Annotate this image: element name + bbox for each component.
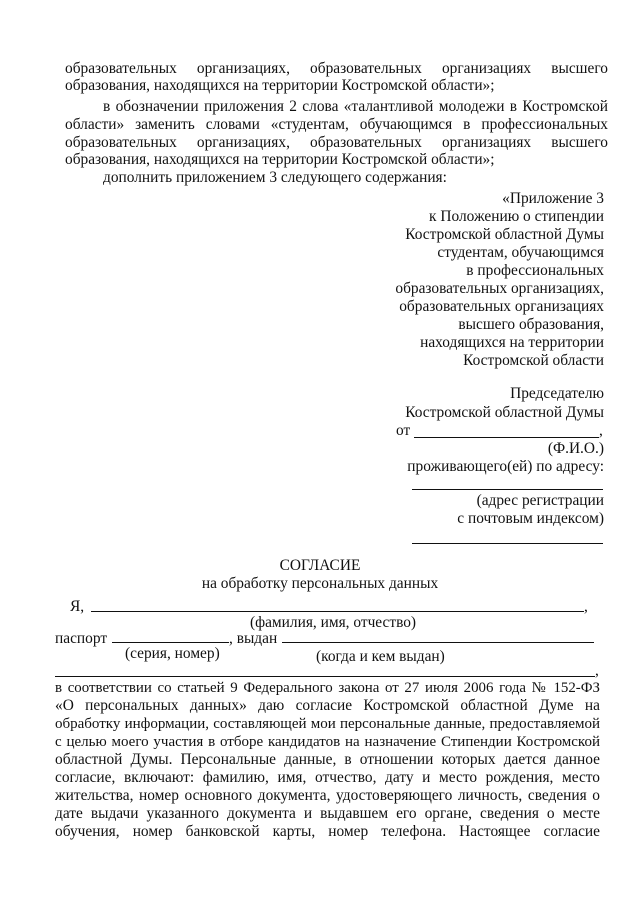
address-field[interactable] xyxy=(412,489,603,490)
body-line: дополнить приложением 3 следующего содержания: xyxy=(103,169,447,186)
document-subtitle: на обработку персональных данных xyxy=(201,575,439,592)
ya-line-end: , xyxy=(584,598,588,615)
appendix-header-line: высшего образования, xyxy=(458,316,604,333)
body-line: «О персональных данных» даю согласие Костромской областной Думе на xyxy=(55,697,600,714)
ya-label: Я, xyxy=(70,598,85,615)
body-line: образования, находящихся на территории Костромской области»; xyxy=(65,151,495,168)
body-line: образовательных организациях, образовательных организациях высшего xyxy=(65,134,608,151)
from-label: от xyxy=(396,422,411,439)
document-title: СОГЛАСИЕ xyxy=(279,557,361,574)
body-line: областной Думы. Персональные данные, в отношении которых дается данное xyxy=(55,751,600,768)
address-field-2[interactable] xyxy=(412,543,603,544)
issued-line-end: , xyxy=(595,662,599,679)
body-line: обработку информации, составляющей мои персональные данные, предоставляемой xyxy=(55,716,600,732)
residing-label: проживающего(ей) по адресу: xyxy=(407,458,604,475)
body-line: области» заменить словами «студентам, обучающимся в профессиональных xyxy=(65,116,608,133)
appendix-header-line: находящихся на территории xyxy=(420,334,604,351)
passport-label: паспорт xyxy=(55,630,108,647)
passport-number-caption: (серия, номер) xyxy=(125,645,220,662)
issued-by-field[interactable] xyxy=(282,642,594,643)
appendix-header-line: Костромской области xyxy=(463,352,604,369)
issued-by-caption: (когда и кем выдан) xyxy=(316,648,445,665)
full-name-field[interactable] xyxy=(91,611,584,612)
fio-field[interactable] xyxy=(414,437,599,438)
appendix-header-line: образовательных организациях, xyxy=(395,280,604,297)
body-line: с целью моего участия в отборе кандидатов на назначение Стипендии Костромской xyxy=(55,734,600,750)
body-line: согласие, включают: фамилию, имя, отчество, дату и место рождения, место xyxy=(55,769,600,786)
address-caption: с почтовым индексом) xyxy=(457,510,604,527)
body-line: обучения, номер банковской карты, номер телефона. Настоящее согласие xyxy=(55,823,600,840)
issued-label: , выдан xyxy=(229,630,278,647)
addressee-org: Костромской областной Думы xyxy=(405,404,604,421)
issued-by-field-continued[interactable] xyxy=(55,676,595,677)
body-line: образования, находящихся на территории Костромской области»; xyxy=(65,77,495,94)
full-name-caption: (фамилия, имя, отчество) xyxy=(250,614,417,631)
body-line: в обозначении приложения 2 слова «талантливой молодежи в Костромской xyxy=(103,98,608,115)
appendix-header-line: Костромской областной Думы xyxy=(405,226,604,243)
appendix-header-line: студентам, обучающимся xyxy=(437,244,604,261)
passport-number-field[interactable] xyxy=(112,642,229,643)
appendix-header-line: в профессиональных xyxy=(466,262,604,279)
addressee-title: Председателю xyxy=(510,385,604,402)
from-line-end: , xyxy=(599,422,603,439)
body-line: образовательных организациях, образовательных организациях высшего xyxy=(65,60,608,77)
body-line: в соответствии со статьей 9 Федерального закона от 27 июля 2006 года № 152-ФЗ xyxy=(55,680,600,696)
address-caption: (адрес регистрации xyxy=(476,492,604,509)
appendix-header-line: образовательных организациях xyxy=(399,298,604,315)
fio-caption: (Ф.И.О.) xyxy=(547,440,604,457)
body-line: дате выдачи указанного документа и выдавшем его органе, сведения о месте xyxy=(55,805,600,822)
appendix-header-line: «Приложение 3 xyxy=(502,190,604,207)
body-line: жительства, номер основного документа, удостоверяющего личность, сведения о xyxy=(55,787,600,804)
appendix-header-line: к Положению о стипендии xyxy=(429,208,604,225)
